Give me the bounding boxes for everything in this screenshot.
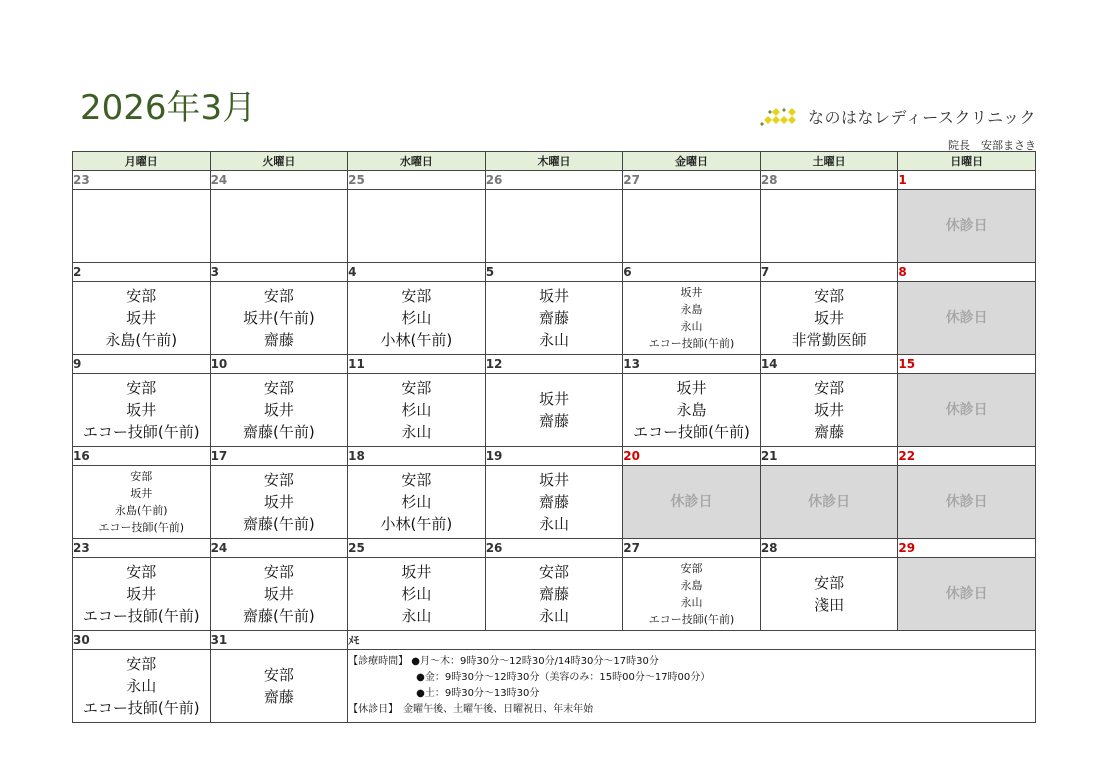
staff-name: 安部	[126, 655, 157, 673]
staff-name: 坂井	[263, 493, 294, 511]
weekday-header: 金曜日	[623, 152, 761, 171]
staff-name: 永島	[680, 579, 703, 592]
staff-name: 坂井	[680, 286, 703, 299]
date-number-row	[73, 171, 1036, 190]
date-number: 12	[485, 355, 623, 374]
staff-name: 齋藤	[538, 585, 569, 603]
weekday-header: 土曜日	[760, 152, 898, 171]
director-name: 院長 安部まさき	[948, 139, 1036, 152]
date-number: 27	[623, 539, 761, 558]
date-number: 1	[898, 171, 1036, 190]
date-number: 23	[73, 171, 211, 190]
day-content-row	[73, 650, 1036, 723]
date-number: 27	[623, 171, 761, 190]
staff-name: 小林(午前)	[380, 515, 453, 533]
day-staff-cell	[623, 190, 761, 263]
day-staff-cell	[485, 190, 623, 263]
date-number: 3	[210, 263, 348, 282]
staff-name: 安部	[263, 287, 294, 305]
staff-name: 安部	[401, 287, 432, 305]
staff-name: 齋藤	[263, 331, 294, 349]
date-number: 13	[623, 355, 761, 374]
day-content-row	[73, 558, 1036, 631]
day-staff-cell	[73, 650, 211, 723]
day-staff-cell	[210, 282, 348, 355]
staff-name: 永島(午前)	[114, 504, 168, 517]
staff-name: 坂井	[401, 563, 432, 581]
day-staff-cell	[348, 558, 486, 631]
closed-day-cell: 休診日	[898, 374, 1036, 447]
staff-name: 永山	[126, 677, 157, 695]
day-staff-cell	[485, 558, 623, 631]
day-staff-cell	[73, 190, 211, 263]
memo-line: 【診療時間】 ●月～木：9時30分～12時30分/14時30分～17時30分	[348, 656, 659, 667]
date-number-row	[73, 263, 1036, 282]
staff-name: 永島	[676, 401, 707, 419]
day-staff-cell	[210, 374, 348, 447]
date-number: 11	[348, 355, 486, 374]
staff-name: 永島	[680, 303, 703, 316]
staff-name: エコー技師(午前)	[82, 699, 200, 717]
day-staff-cell	[73, 558, 211, 631]
date-number: 25	[348, 539, 486, 558]
date-number-row	[73, 447, 1036, 466]
date-number: 31	[210, 631, 348, 650]
staff-name: 坂井	[814, 309, 845, 327]
day-staff-cell	[348, 282, 486, 355]
staff-name: 小林(午前)	[380, 331, 453, 349]
weekday-header: 日曜日	[898, 152, 1036, 171]
closed-day-cell: 休診日	[898, 558, 1036, 631]
staff-name: 永山	[538, 515, 569, 533]
staff-name: 安部	[126, 287, 157, 305]
flower-logo-icon	[758, 104, 802, 128]
date-number: 17	[210, 447, 348, 466]
date-number: 25	[348, 171, 486, 190]
date-number: 28	[760, 539, 898, 558]
date-number: 5	[485, 263, 623, 282]
closed-day-cell: 休診日	[898, 282, 1036, 355]
day-staff-cell	[210, 190, 348, 263]
day-staff-cell	[210, 466, 348, 539]
day-staff-cell	[485, 374, 623, 447]
staff-name: 坂井	[126, 585, 157, 603]
staff-name: 坂井	[538, 390, 569, 408]
staff-name: 安部	[126, 379, 157, 397]
staff-name: 安部	[130, 470, 153, 483]
date-number: 7	[760, 263, 898, 282]
date-number: 2	[73, 263, 211, 282]
date-number: 18	[348, 447, 486, 466]
date-number: 8	[898, 263, 1036, 282]
day-staff-cell	[760, 190, 898, 263]
day-content-row	[73, 466, 1036, 539]
date-number: 26	[485, 539, 623, 558]
staff-name: 坂井	[814, 401, 845, 419]
staff-name: 齋藤	[538, 309, 569, 327]
closed-day-cell: 休診日	[898, 190, 1036, 263]
date-number-row	[73, 355, 1036, 374]
staff-name: 安部	[814, 287, 845, 305]
date-number: 24	[210, 539, 348, 558]
staff-name: エコー技師(午前)	[648, 613, 735, 626]
date-number: 6	[623, 263, 761, 282]
day-staff-cell	[73, 282, 211, 355]
staff-name: 永山	[538, 607, 569, 625]
weekday-header-row	[73, 152, 1036, 171]
date-number: 30	[73, 631, 211, 650]
closed-day-cell: 休診日	[898, 466, 1036, 539]
staff-name: 杉山	[401, 493, 432, 511]
staff-name: エコー技師(午前)	[82, 423, 200, 441]
date-number: 16	[73, 447, 211, 466]
day-staff-cell	[760, 374, 898, 447]
day-staff-cell	[485, 466, 623, 539]
day-content-row	[73, 374, 1036, 447]
day-staff-cell	[348, 466, 486, 539]
day-staff-cell	[348, 190, 486, 263]
staff-name: 齋藤	[263, 688, 294, 706]
staff-name: 安部	[538, 563, 569, 581]
date-number: 14	[760, 355, 898, 374]
date-number: 24	[210, 171, 348, 190]
staff-name: 坂井	[126, 401, 157, 419]
date-number-row	[73, 631, 1036, 650]
day-staff-cell	[348, 374, 486, 447]
day-staff-cell	[210, 650, 348, 723]
weekday-header: 木曜日	[485, 152, 623, 171]
staff-name: 淺田	[814, 596, 845, 614]
weekday-header: 火曜日	[210, 152, 348, 171]
staff-name: エコー技師(午前)	[98, 521, 185, 534]
day-staff-cell	[623, 558, 761, 631]
date-number: 23	[73, 539, 211, 558]
staff-name: 安部	[126, 563, 157, 581]
date-number: 4	[348, 263, 486, 282]
staff-name: 安部	[401, 471, 432, 489]
staff-name: 永山	[680, 320, 703, 333]
staff-name: 齋藤(午前)	[242, 515, 315, 533]
staff-name: 坂井	[126, 309, 157, 327]
staff-name: 坂井	[130, 487, 153, 500]
date-number: 9	[73, 355, 211, 374]
day-staff-cell	[623, 374, 761, 447]
staff-name: 齋藤	[538, 412, 569, 430]
date-number: 22	[898, 447, 1036, 466]
staff-name: 坂井	[263, 585, 294, 603]
staff-name: 坂井	[263, 401, 294, 419]
staff-name: 坂井	[538, 287, 569, 305]
day-content-row	[73, 282, 1036, 355]
staff-name: 安部	[814, 574, 845, 592]
page-title: 2026年3月	[80, 88, 257, 128]
date-number: 10	[210, 355, 348, 374]
staff-name: 杉山	[401, 401, 432, 419]
staff-name: 永山	[401, 423, 432, 441]
day-staff-cell	[760, 282, 898, 355]
staff-name: エコー技師(午前)	[633, 423, 750, 441]
date-number: 20	[623, 447, 761, 466]
day-staff-cell	[73, 374, 211, 447]
date-number: 28	[760, 171, 898, 190]
staff-name: 永山	[680, 596, 703, 609]
date-number: 19	[485, 447, 623, 466]
staff-name: 齋藤(午前)	[242, 423, 315, 441]
staff-name: 安部	[263, 666, 294, 684]
staff-name: 安部	[263, 379, 294, 397]
staff-name: 坂井(午前)	[242, 309, 315, 327]
memo-line: ●金：9時30分～12時30分（美容のみ：15時00分～17時00分）	[416, 672, 711, 683]
weekday-header: 月曜日	[73, 152, 211, 171]
staff-name: 安部	[263, 563, 294, 581]
staff-name: 杉山	[401, 585, 432, 603]
staff-name: 坂井	[538, 471, 569, 489]
clinic-logo	[758, 103, 1036, 129]
day-staff-cell	[73, 466, 211, 539]
memo-line: ●土：9時30分～13時30分	[416, 688, 540, 699]
staff-name: 齋藤	[814, 423, 845, 441]
staff-name: 安部	[263, 471, 294, 489]
day-staff-cell	[485, 282, 623, 355]
memo-content	[348, 650, 1036, 723]
weekday-header: 水曜日	[348, 152, 486, 171]
date-number: 29	[898, 539, 1036, 558]
staff-name: 杉山	[401, 309, 432, 327]
calendar-table	[72, 151, 1036, 723]
memo-line: 【休診日】 金曜午後、土曜午後、日曜祝日、年末年始	[348, 704, 594, 715]
staff-name: 永島(午前)	[105, 331, 178, 349]
staff-name: 永山	[538, 331, 569, 349]
date-number: 26	[485, 171, 623, 190]
date-number-row	[73, 539, 1036, 558]
staff-name: 非常勤医師	[791, 331, 867, 349]
closed-day-cell: 休診日	[623, 466, 761, 539]
staff-name: エコー技師(午前)	[648, 337, 735, 350]
day-staff-cell	[760, 558, 898, 631]
staff-name: 安部	[680, 562, 703, 575]
staff-name: エコー技師(午前)	[82, 607, 200, 625]
staff-name: 永山	[401, 607, 432, 625]
closed-day-cell: 休診日	[760, 466, 898, 539]
clinic-name: なのはなレディースクリニック	[808, 107, 1036, 127]
date-number: 15	[898, 355, 1036, 374]
memo-label: ﾒﾓ	[348, 631, 1036, 650]
staff-name: 齋藤(午前)	[242, 607, 315, 625]
day-content-row	[73, 190, 1036, 263]
staff-name: 齋藤	[538, 493, 569, 511]
day-staff-cell	[623, 282, 761, 355]
staff-name: 安部	[814, 379, 845, 397]
staff-name: 坂井	[676, 379, 707, 397]
staff-name: 安部	[401, 379, 432, 397]
date-number: 21	[760, 447, 898, 466]
day-staff-cell	[210, 558, 348, 631]
